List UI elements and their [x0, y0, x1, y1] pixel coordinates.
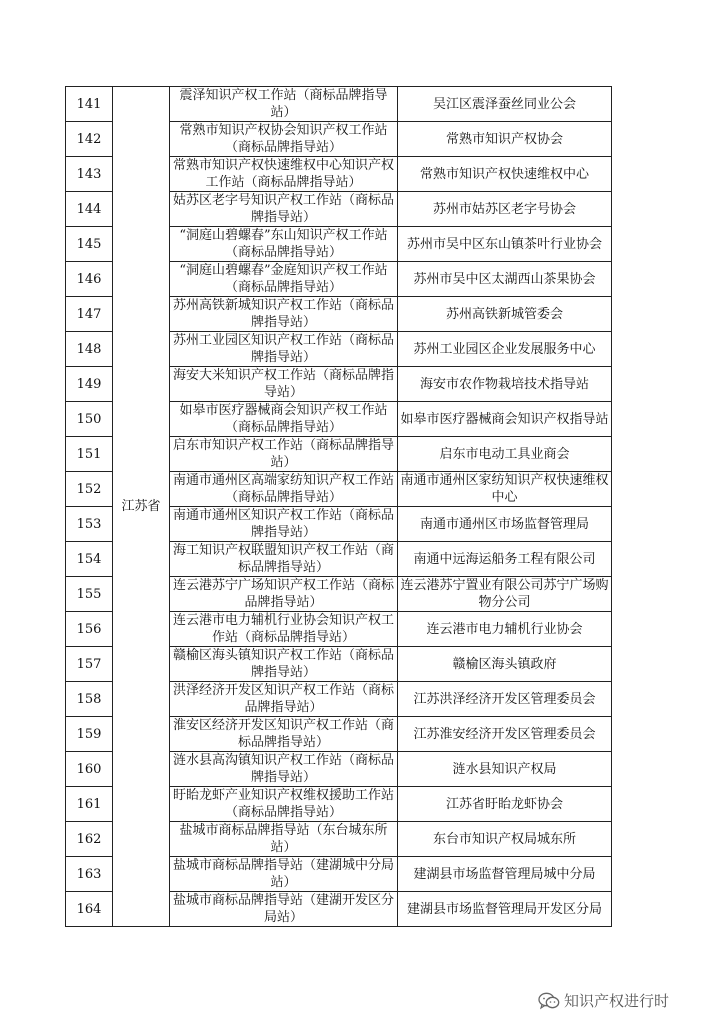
station-name: 常熟市知识产权协会知识产权工作站（商标品牌指导站）: [170, 122, 398, 157]
station-name: 涟水县高沟镇知识产权工作站（商标品牌指导站）: [170, 752, 398, 787]
row-number: 161: [66, 787, 113, 822]
station-table: [65, 86, 612, 927]
station-name: 苏州高铁新城知识产权工作站（商标品牌指导站）: [170, 297, 398, 332]
row-number: 152: [66, 472, 113, 507]
host-organization: 常熟市知识产权协会: [398, 122, 612, 157]
host-organization: 建湖县市场监督管理局开发区分局: [398, 892, 612, 927]
station-name: 南通市通州区高端家纺知识产权工作站（商标品牌指导站）: [170, 472, 398, 507]
wechat-icon: [538, 992, 560, 1010]
host-organization: 江苏洪泽经济开发区管理委员会: [398, 682, 612, 717]
station-name: 连云港市电力辅机行业协会知识产权工作站（商标品牌指导站）: [170, 612, 398, 647]
row-number: 142: [66, 122, 113, 157]
row-number: 157: [66, 647, 113, 682]
host-organization: 连云港市电力辅机行业协会: [398, 612, 612, 647]
host-organization: 涟水县知识产权局: [398, 752, 612, 787]
row-number: 141: [66, 87, 113, 122]
host-organization: 吴江区震泽蚕丝同业公会: [398, 87, 612, 122]
row-number: 143: [66, 157, 113, 192]
row-number: 154: [66, 542, 113, 577]
table-row: [66, 87, 612, 122]
station-name: 连云港苏宁广场知识产权工作站（商标品牌指导站）: [170, 577, 398, 612]
station-name: 震泽知识产权工作站（商标品牌指导站）: [170, 87, 398, 122]
station-table-body: [66, 87, 612, 927]
row-number: 160: [66, 752, 113, 787]
station-name: 姑苏区老字号知识产权工作站（商标品牌指导站）: [170, 192, 398, 227]
host-organization: 苏州工业园区企业发展服务中心: [398, 332, 612, 367]
station-name: 海安大米知识产权工作站（商标品牌指导站）: [170, 367, 398, 402]
row-number: 162: [66, 822, 113, 857]
host-organization: 海安市农作物栽培技术指导站: [398, 367, 612, 402]
station-name: 洪泽经济开发区知识产权工作站（商标品牌指导站）: [170, 682, 398, 717]
station-name: 启东市知识产权工作站（商标品牌指导站）: [170, 437, 398, 472]
province-cell: 江苏省: [113, 87, 170, 927]
row-number: 155: [66, 577, 113, 612]
station-name: 淮安区经济开发区知识产权工作站（商标品牌指导站）: [170, 717, 398, 752]
row-number: 149: [66, 367, 113, 402]
row-number: 145: [66, 227, 113, 262]
host-organization: 苏州市吴中区东山镇茶叶行业协会: [398, 227, 612, 262]
host-organization: 赣榆区海头镇政府: [398, 647, 612, 682]
host-organization: 建湖县市场监督管理局城中分局: [398, 857, 612, 892]
row-number: 148: [66, 332, 113, 367]
watermark: [538, 990, 669, 1011]
row-number: 144: [66, 192, 113, 227]
row-number: 163: [66, 857, 113, 892]
row-number: 153: [66, 507, 113, 542]
station-name: 苏州工业园区知识产权工作站（商标品牌指导站）: [170, 332, 398, 367]
host-organization: 南通市通州区家纺知识产权快速维权 中心: [398, 472, 612, 507]
row-number: 151: [66, 437, 113, 472]
host-organization: 苏州市姑苏区老字号协会: [398, 192, 612, 227]
host-organization: 苏州高铁新城管委会: [398, 297, 612, 332]
station-name: 海工知识产权联盟知识产权工作站（商标品牌指导站）: [170, 542, 398, 577]
row-number: 150: [66, 402, 113, 437]
host-organization: 启东市电动工具业商会: [398, 437, 612, 472]
station-name: 盐城市商标品牌指导站（东台城东所站）: [170, 822, 398, 857]
row-number: 156: [66, 612, 113, 647]
station-name: 常熟市知识产权快速维权中心知识产权工作站（商标品牌指导站）: [170, 157, 398, 192]
host-organization: 南通中远海运船务工程有限公司: [398, 542, 612, 577]
station-name: 盐城市商标品牌指导站（建湖城中分局站）: [170, 857, 398, 892]
host-organization: 东台市知识产权局城东所: [398, 822, 612, 857]
station-name: 盐城市商标品牌指导站（建湖开发区分局站）: [170, 892, 398, 927]
host-organization: 如皋市医疗器械商会知识产权指导站: [398, 402, 612, 437]
station-name: 赣榆区海头镇知识产权工作站（商标品牌指导站）: [170, 647, 398, 682]
row-number: 158: [66, 682, 113, 717]
host-organization: 常熟市知识产权快速维权中心: [398, 157, 612, 192]
host-organization: 连云港苏宁置业有限公司苏宁广场购 物分公司: [398, 577, 612, 612]
host-organization: 江苏淮安经济开发区管理委员会: [398, 717, 612, 752]
row-number: 164: [66, 892, 113, 927]
watermark-text: 知识产权进行时: [564, 992, 670, 1010]
row-number: 147: [66, 297, 113, 332]
host-organization: 南通市通州区市场监督管理局: [398, 507, 612, 542]
station-name: 如皋市医疗器械商会知识产权工作站（商标品牌指导站）: [170, 402, 398, 437]
row-number: 159: [66, 717, 113, 752]
station-name: “洞庭山碧螺春”东山知识产权工作站（商标品牌指导站）: [170, 227, 398, 262]
host-organization: 江苏省盱眙龙虾协会: [398, 787, 612, 822]
station-name: “洞庭山碧螺春”金庭知识产权工作站（商标品牌指导站）: [170, 262, 398, 297]
host-organization: 苏州市吴中区太湖西山茶果协会: [398, 262, 612, 297]
station-name: 盱眙龙虾产业知识产权维权援助工作站（商标品牌指导站）: [170, 787, 398, 822]
station-name: 南通市通州区知识产权工作站（商标品牌指导站）: [170, 507, 398, 542]
row-number: 146: [66, 262, 113, 297]
